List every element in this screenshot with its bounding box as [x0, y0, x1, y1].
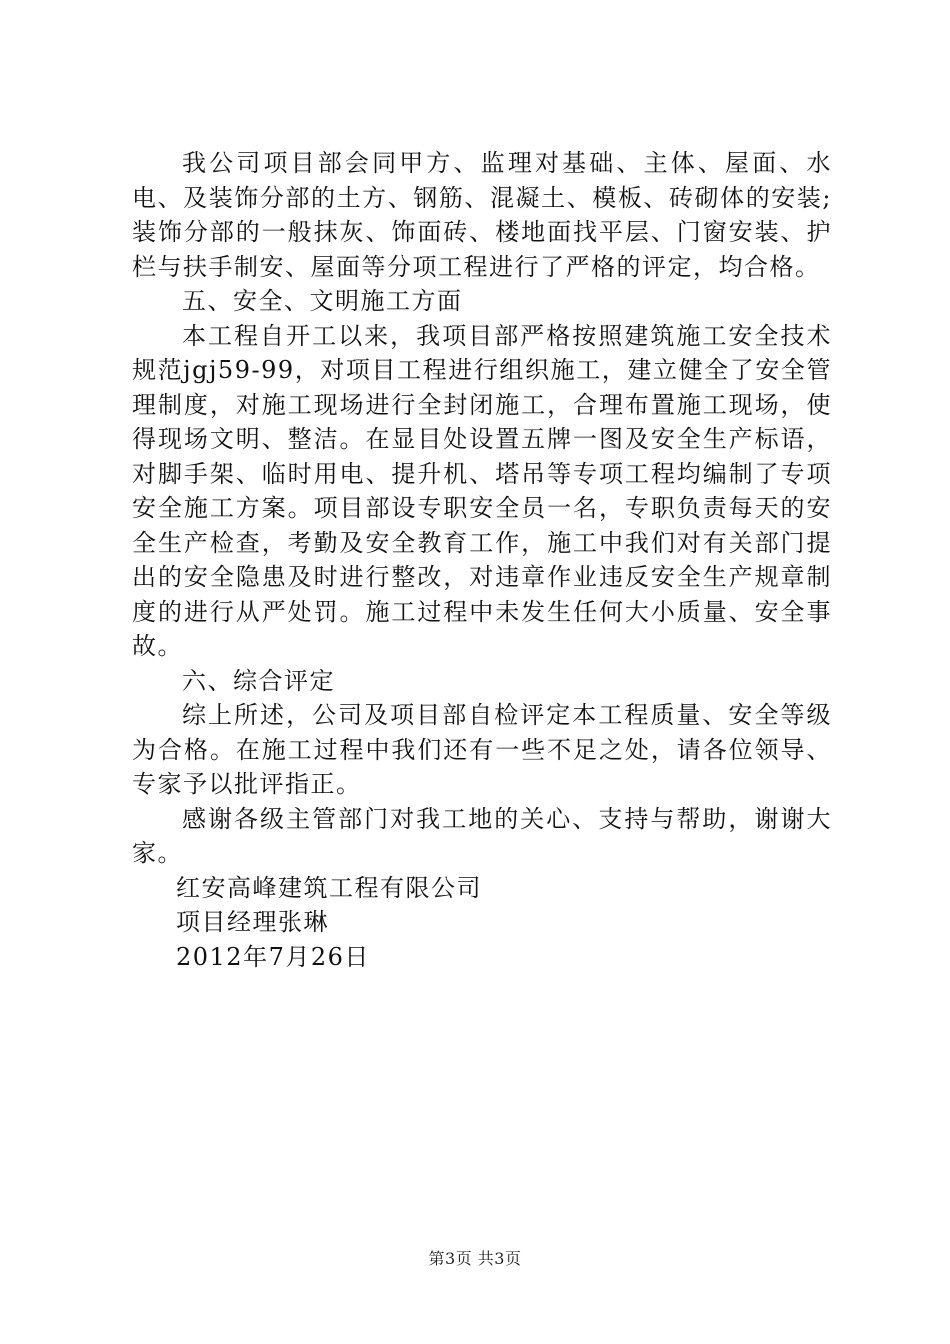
- paragraph-evaluation: 综上所述，公司及项目部自检评定本工程质量、安全等级为合格。在施工过程中我们还有一些不足之处，请各位领导、专家予以批评指正。: [132, 701, 832, 798]
- paragraph-thanks: 感谢各级主管部门对我工地的关心、支持与帮助，谢谢大家。: [132, 804, 832, 867]
- heading-evaluation: 六、综合评定: [182, 666, 335, 695]
- paragraph-inspection: 我公司项目部会同甲方、监理对基础、主体、屋面、水电、及装饰分部的土方、钢筋、混凝土、模板、砖砌体的安装;装饰分部的一般抹灰、饰面砖、楼地面找平层、门窗安装、护栏与扶手制安、屋面等分项工程进行了严格的评定，均合格。: [132, 149, 832, 281]
- paragraph-safety: 本工程自开工以来，我项目部严格按照建筑施工安全技术规范jgj59-99，对项目工程进行组织施工，建立健全了安全管理制度，对施工现场进行全封闭施工，合理布置施工现场，使得现场文明、整洁。在显目处设置五牌一图及安全生产标语，对脚手架、临时用电、提升机、塔吊等专项工程均编制了专项安全施工方案。项目部设专职安全员一名，专职负责每天的安全生产检查，考勤及安全教育工作，施工中我们对有关部门提出的安全隐患及时进行整改，对违章作业违反安全生产规章制度的进行从严处罚。施工过程中未发生任何大小质量、安全事故。: [132, 321, 832, 660]
- page-number-footer: 第3页 共3页: [428, 1249, 522, 1268]
- signature-manager: 项目经理张琳: [176, 908, 329, 936]
- document-body: [132, 146, 832, 974]
- signature-company: 红安高峰建筑工程有限公司: [176, 873, 482, 902]
- signature-date: 2012年7月26日: [176, 942, 370, 971]
- heading-safety: 五、安全、文明施工方面: [182, 287, 463, 315]
